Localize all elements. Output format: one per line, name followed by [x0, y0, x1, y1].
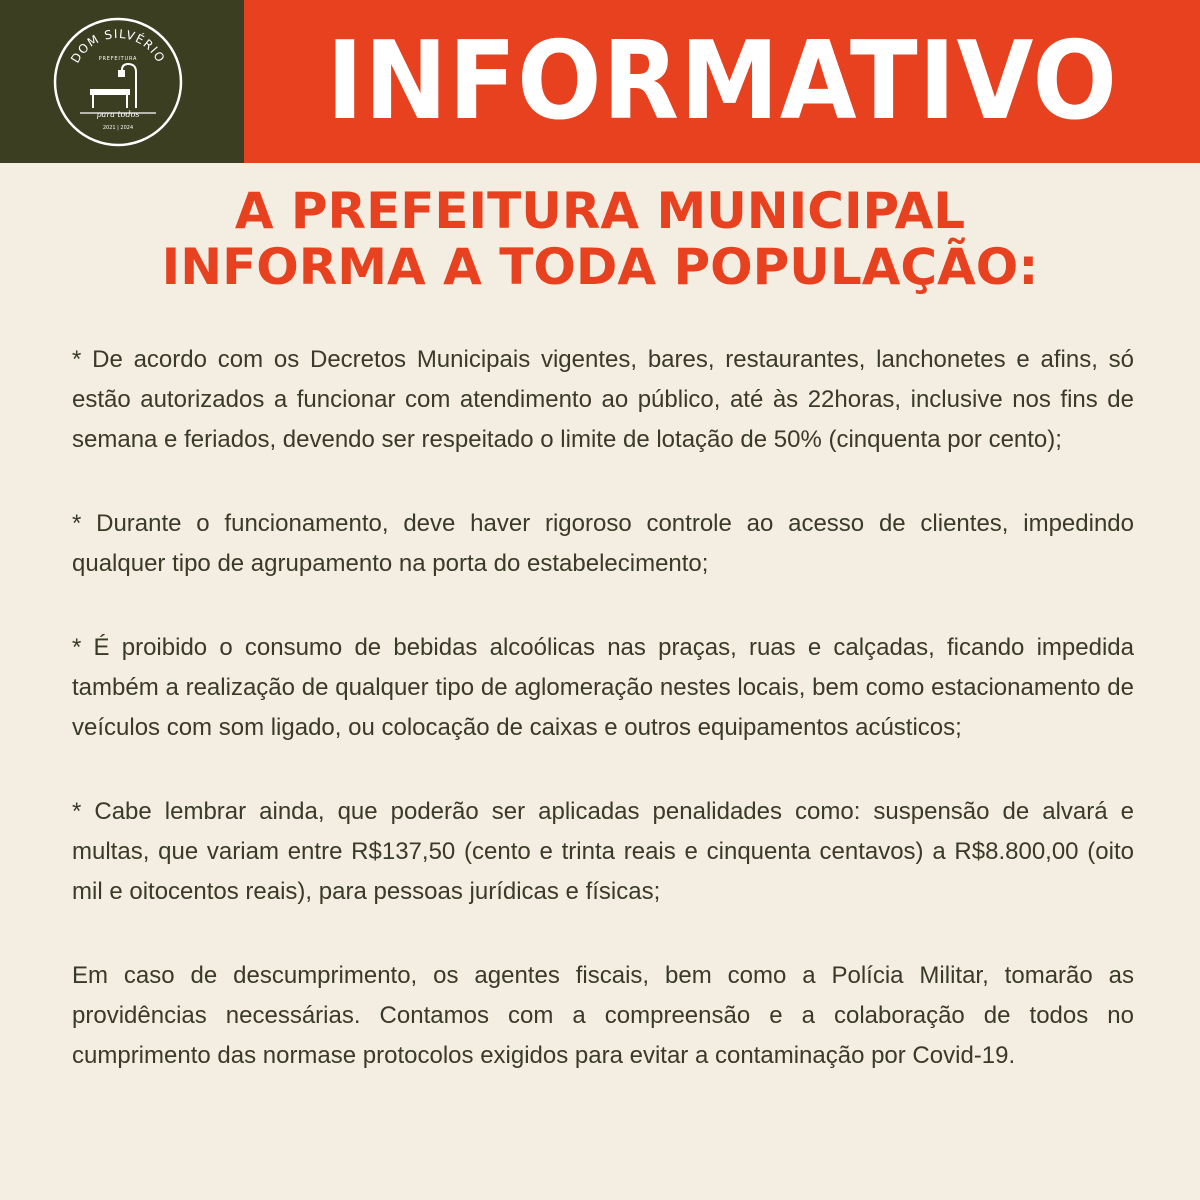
lamp-bench-icon: [80, 64, 156, 113]
logo-slogan: para todos: [96, 110, 140, 119]
paragraph-access-control: * Durante o funcionamento, deve haver rigoroso controle ao acesso de clientes, impedindo qualquer tipo de agrupamento na porta do estabelecimento;: [72, 510, 1134, 577]
logo-subtitle: PREFEITURA: [98, 56, 138, 62]
header: [0, 0, 1200, 163]
headline: [0, 183, 1200, 295]
logo-period: 2021 | 2024: [102, 125, 134, 131]
title-banner: [244, 0, 1200, 163]
paragraph-alcohol-ban: * É proibido o consumo de bebidas alcoólicas nas praças, ruas e calçadas, ficando impedida também a realização de qualquer tipo de aglomeração nestes locais, bem como estacionamento de veículos com som ligado, ou colocação de caixas e outros equipamentos acústicos;: [72, 634, 1134, 741]
headline-line-1: A PREFEITURA MUNICIPAL: [234, 182, 966, 240]
paragraph-penalties: * Cabe lembrar ainda, que poderão ser aplicadas penalidades como: suspensão de alvará e multas, que variam entre R$137,50 (cento e trinta reais e cinquenta centavos) a R$8.800,00 (oito mil e oitocentos reais), para pessoas jurídicas e físicas;: [72, 798, 1134, 905]
paragraph-hours: * De acordo com os Decretos Municipais vigentes, bares, restaurantes, lanchonetes e afins, só estão autorizados a funcionar com atendimento ao público, até às 22horas, inclusive nos fins de semana e feriados, devendo ser respeitado o limite de lotação de 50% (cinquenta por cento);: [72, 346, 1134, 453]
logo-name: DOM SILVÉRIO: [68, 26, 168, 66]
paragraph-enforcement: Em caso de descumprimento, os agentes fiscais, bem como a Polícia Militar, tomarão as providências necessárias. Contamos com a compreensão e a colaboração de todos no cumprimento das normase protocolos exigidos para evitar a contaminação por Covid-19.: [72, 962, 1134, 1069]
logo-block: [0, 0, 244, 163]
notice-body: [72, 340, 1134, 1076]
headline-line-2: INFORMA A TODA POPULAÇÃO:: [161, 238, 1039, 296]
page-title: INFORMATIVO: [326, 18, 1118, 144]
prefeitura-logo: [52, 16, 184, 148]
